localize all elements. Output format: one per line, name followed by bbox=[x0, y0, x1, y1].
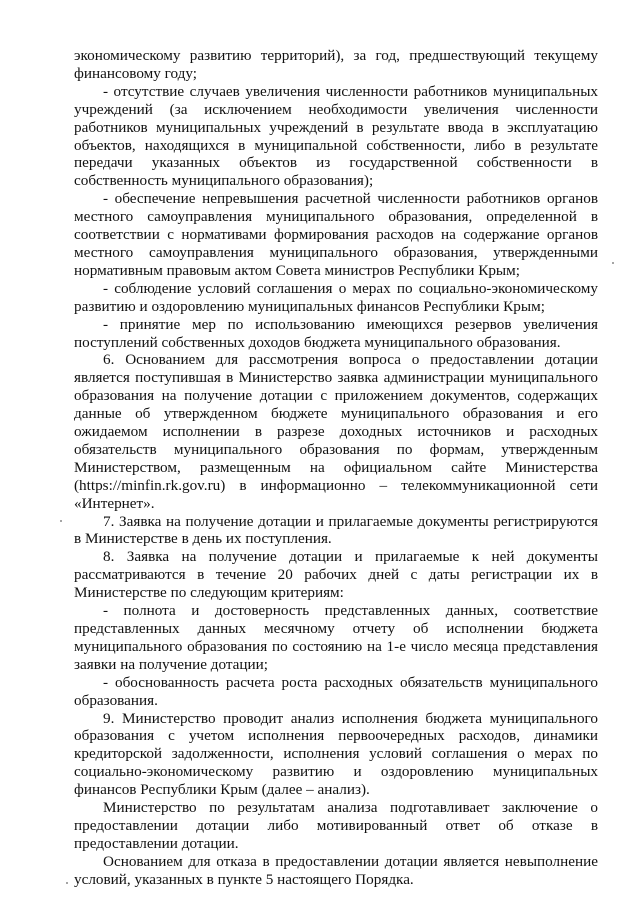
scan-speck bbox=[66, 882, 68, 884]
paragraph-item-7: 7. Заявка на получение дотации и прилагаемые документы регистрируются в Министерстве в день их поступления. bbox=[74, 512, 598, 548]
paragraph-criterion-justification: - обоснованность расчета роста расходных обязательств муниципального образования. bbox=[74, 673, 598, 709]
paragraph-item-8: 8. Заявка на получение дотации и прилагаемые к ней документы рассматриваются в течение 20 рабочих дней с даты регистрации их в Министерстве по следующим критериям: bbox=[74, 548, 598, 602]
paragraph-refusal-grounds: Основанием для отказа в предоставлении дотации является невыполнение условий, указанных в пункте 5 настоящего Порядка. bbox=[74, 852, 598, 888]
paragraph-continuation: экономическому развитию территорий), за год, предшествующий текущему финансовому году; bbox=[74, 47, 598, 82]
paragraph-conclusion: Министерство по результатам анализа подготавливает заключение о предоставлении дотации либо мотивированный ответ об отказе в предоставлении дотации. bbox=[74, 799, 598, 852]
paragraph-item-9: 9. Министерство проводит анализ исполнения бюджета муниципального образования с учетом исполнения первоочередных расходов, динамики кредиторской задолженности, исполнения условий соглашения о мерах по социально-экономическому развитию и оздоровлению муниципальных финансов Республики Крым (далее – анализ). bbox=[74, 709, 598, 799]
paragraph-criterion-completeness: - полнота и достоверность представленных данных, соответствие представленных данных месячному отчету об исполнении бюджета муниципального образования по состоянию на 1-е число месяца представления заявки на получение дотации; bbox=[74, 602, 598, 673]
paragraph-agreement-compliance: - соблюдение условий соглашения о мерах по социально-экономическому развитию и оздоровлению муниципальных финансов Республики Крым; bbox=[74, 279, 598, 315]
document-body bbox=[74, 47, 598, 889]
paragraph-staff-limit: - обеспечение непревышения расчетной численности работников органов местного самоуправления муниципального образования, определенной в соответствии с нормативами формирования расходов на содержание органов местного самоуправления муниципального образования, утвержденными нормативным правовым актом Совета министров Республики Крым; bbox=[74, 190, 598, 279]
paragraph-staff-growth: - отсутствие случаев увеличения численности работников муниципальных учреждений (за исключением необходимости увеличения численности работников муниципальных учреждений в результате ввода в эксплуатацию объектов, находящихся в муниципальной собственности, либо в результате передачи указанных объектов из государственной собственности в собственность муниципального образования); bbox=[74, 82, 598, 190]
paragraph-revenue-reserves: - принятие мер по использованию имеющихся резервов увеличения поступлений собственных доходов бюджета муниципального образования. bbox=[74, 315, 598, 351]
scan-speck bbox=[60, 520, 62, 522]
scan-speck bbox=[612, 262, 614, 264]
paragraph-item-6: 6. Основанием для рассмотрения вопроса о предоставлении дотации является поступившая в Министерство заявка администрации муниципального образования на получение дотации с приложением документов, содержащих данные об утвержденном бюджете муниципального образования и его ожидаемом исполнении в разрезе доходных источников и расходных обязательств муниципального образования по формам, утвержденным Министерством, размещенным на официальном сайте Министерства (https://minfin.rk.gov.ru) в информационно – телекоммуникационной сети «Интернет». bbox=[74, 351, 598, 512]
